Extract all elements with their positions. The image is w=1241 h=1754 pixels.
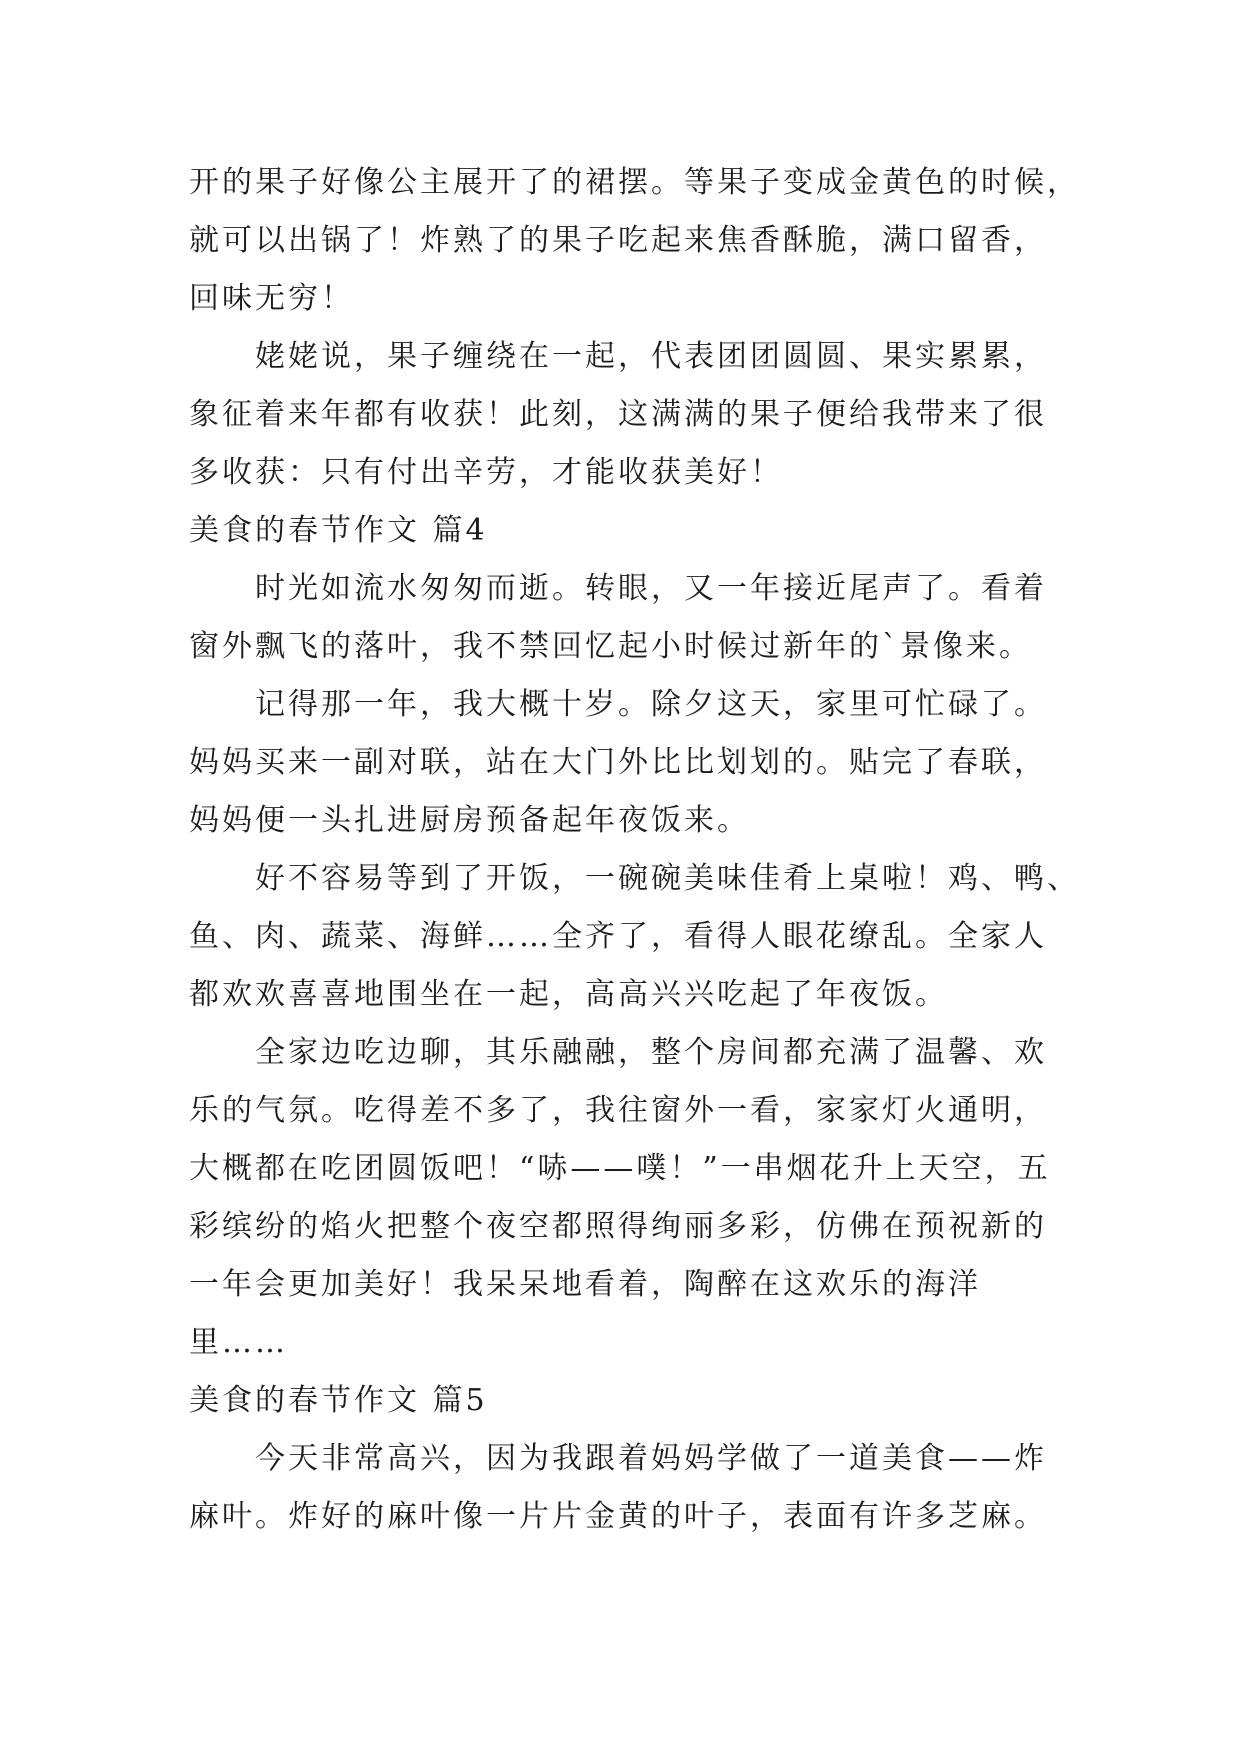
text-line: 鱼、肉、蔬菜、海鲜……全齐了，看得人眼花缭乱。全家人 bbox=[189, 919, 1047, 954]
section-heading: 美食的春节作文 篇5 bbox=[189, 1383, 488, 1418]
text-line: 就可以出锅了！炸熟了的果子吃起来焦香酥脆，满口留香， bbox=[189, 223, 1047, 258]
text-line: 都欢欢喜喜地围坐在一起，高高兴兴吃起了年夜饭。 bbox=[189, 977, 948, 1012]
section-heading: 美食的春节作文 篇4 bbox=[189, 513, 488, 548]
text-line: 开的果子好像公主展开了的裙摆。等果子变成金黄色的时候， bbox=[189, 165, 1080, 200]
paragraph-first-line: 姥姥说，果子缠绕在一起，代表团团圆圆、果实累累， bbox=[255, 339, 1047, 374]
text-line: 象征着来年都有收获！此刻，这满满的果子便给我带来了很 bbox=[189, 397, 1047, 432]
text-line: 妈妈买来一副对联，站在大门外比比划划的。贴完了春联， bbox=[189, 745, 1047, 780]
text-line: 大概都在吃团圆饭吧！“哧——噗！”一串烟花升上天空，五 bbox=[189, 1151, 1051, 1186]
text-line: 一年会更加美好！我呆呆地看着，陶醉在这欢乐的海洋 bbox=[189, 1267, 981, 1302]
text-line: 乐的气氛。吃得差不多了，我往窗外一看，家家灯火通明， bbox=[189, 1093, 1047, 1128]
text-line: 彩缤纷的焰火把整个夜空都照得绚丽多彩，仿佛在预祝新的 bbox=[189, 1209, 1047, 1244]
paragraph-first-line: 记得那一年，我大概十岁。除夕这天，家里可忙碌了。 bbox=[255, 687, 1047, 722]
paragraph-first-line: 好不容易等到了开饭，一碗碗美味佳肴上桌啦！鸡、鸭、 bbox=[255, 861, 1080, 896]
text-line: 里…… bbox=[189, 1325, 288, 1360]
paragraph-first-line: 时光如流水匆匆而逝。转眼，又一年接近尾声了。看着 bbox=[255, 571, 1047, 606]
text-line: 麻叶。炸好的麻叶像一片片金黄的叶子，表面有许多芝麻。 bbox=[189, 1499, 1047, 1534]
paragraph-first-line: 今天非常高兴，因为我跟着妈妈学做了一道美食——炸 bbox=[255, 1441, 1047, 1476]
text-line: 窗外飘飞的落叶，我不禁回忆起小时候过新年的`景像来。 bbox=[189, 629, 1032, 664]
text-line: 回味无穷！ bbox=[189, 281, 354, 316]
text-line: 多收获：只有付出辛劳，才能收获美好！ bbox=[189, 455, 783, 490]
document-body bbox=[189, 154, 1089, 1546]
text-line: 妈妈便一头扎进厨房预备起年夜饭来。 bbox=[189, 803, 750, 838]
paragraph-first-line: 全家边吃边聊，其乐融融，整个房间都充满了温馨、欢 bbox=[255, 1035, 1047, 1070]
